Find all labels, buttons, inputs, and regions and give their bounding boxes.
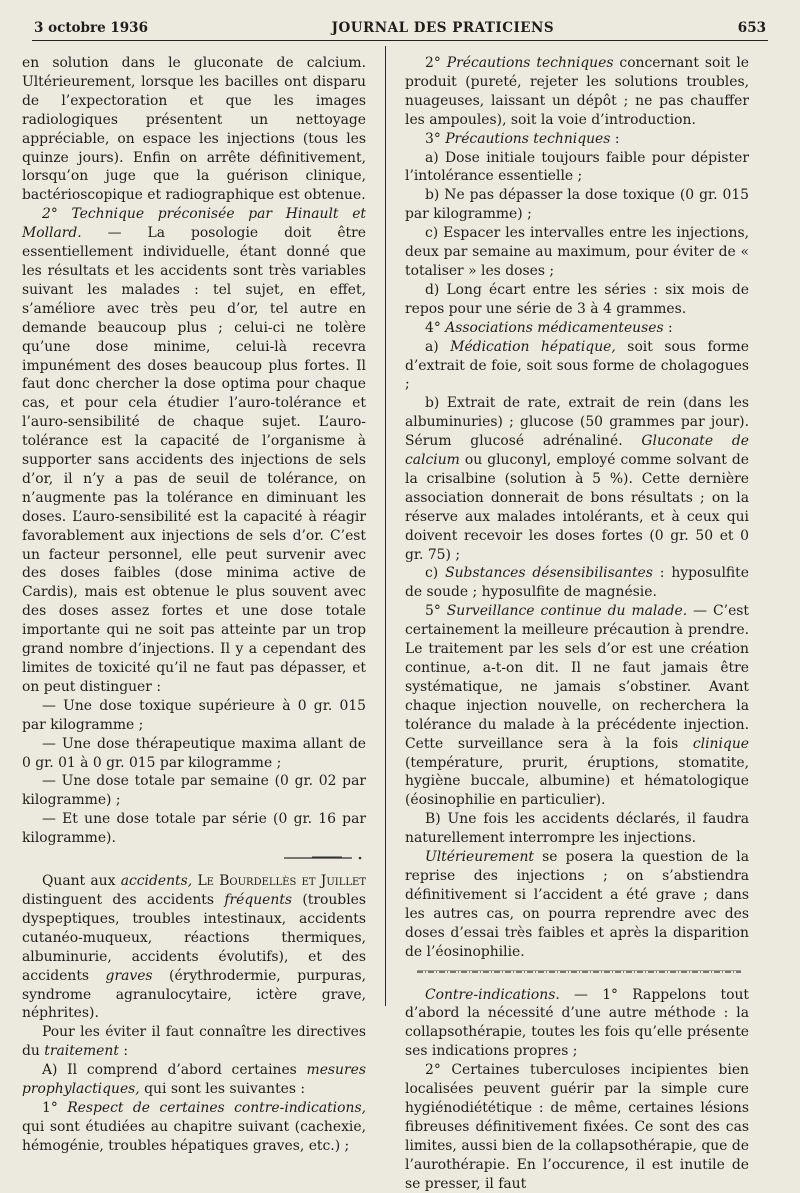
- contre-indications-heading: Contre-indications.: [425, 986, 560, 1003]
- technique-heading: 2° Technique préconisée par Hinault et Mollard.: [22, 206, 366, 242]
- surveillance-number: 5°: [425, 603, 447, 620]
- dose-therapeutique: — Une dose thérapeutique maxima allant de 0 gr. 01 à 0 gr. 015 par kilogramme ;: [22, 735, 366, 771]
- paragraph-ulterieurement: [405, 848, 749, 961]
- surveillance-heading: Surveillance continue du malade.: [446, 603, 688, 620]
- precautions3-heading: Précautions techniques: [445, 130, 611, 147]
- accidents-intro: Quant aux: [42, 873, 121, 890]
- medication-label: a): [425, 338, 451, 355]
- respect-number: 1°: [42, 1099, 68, 1116]
- paragraph-eviter: [22, 1023, 366, 1061]
- paragraph-precautions-2: [405, 54, 749, 130]
- paragraph-gluconate: en solution dans le gluconate de calcium. Ultérieurement, lorsque les bacilles ont disparu de l’expectoration et que les images radiologiques présentent un nettoyage appréciable, on espace les injections (tous les quinze jours). Enfin on arrête définitivement, lorsqu’on juge que la guérison clinique, bactérioscopique et radiographique est obtenue.: [22, 55, 366, 204]
- substances-heading: Substances désensibilisantes: [445, 565, 653, 582]
- surveillance-text-2: (température, prurit, éruptions, stomatite, hygiène buccale, albumine) et hématologique (éosinophilie en particulier).: [405, 754, 749, 809]
- paragraph-respect: [22, 1099, 366, 1156]
- precautions-text: concernant soit le produit (pureté, rejeter les solutions troubles, nuageuses, laissant un dépôt ; ne pas chauffer les ampoules), soit la voie d’introduction.: [405, 55, 749, 128]
- paragraph-accidents: [22, 872, 366, 1023]
- respect-heading: Respect de certaines contre-indications,: [67, 1099, 366, 1116]
- page-number: 653: [737, 20, 766, 36]
- gluconate-text: ou gluconyl, employé comme solvant de la crisalbine (solution à 5 %). Cette dernière association donnerait de bons résultats ; on la réserve aux malades intolérants, et à ceux qui doivent recevoir les doses fortes (0 gr. 50 et 0 gr. 75) ;: [405, 452, 749, 563]
- paragraph-b-accidents: B) Une fois les accidents déclarés, il faudra naturellement interrompre les injections.: [405, 811, 749, 847]
- item-d-long-ecart: d) Long écart entre les séries : six mois de repos pour une série de 3 à 4 grammes.: [405, 281, 749, 317]
- eviter-traitement: traitement: [44, 1043, 119, 1060]
- author-names: Le Bourdellès et Juillet: [192, 873, 366, 890]
- associations-end: :: [663, 319, 673, 336]
- associations-number: 4°: [425, 319, 446, 336]
- surveillance-clinique: clinique: [692, 735, 749, 752]
- dose-semaine: — Une dose totale par semaine (0 gr. 02 par kilogramme) ;: [22, 773, 366, 809]
- journal-title: JOURNAL DES PRATICIENS: [331, 20, 555, 36]
- substances-text: : hyposulfite de soude ; hyposulfite de magnésie.: [405, 565, 749, 601]
- medication-heading: Médication hépatique,: [450, 338, 616, 355]
- precautions-number: 2°: [425, 55, 447, 71]
- right-column: [405, 54, 749, 1193]
- paragraph-surveillance: [405, 602, 749, 810]
- dose-toxique: — Une dose toxique supérieure à 0 gr. 015 par kilogramme ;: [22, 697, 366, 733]
- ulterieurement-text: se posera la question de la reprise des injections ; on s’abstiendra définitivement si l’accident a été grave ; dans les autres cas, on pourra reprendre avec des doses d’essai très faibles et après la disparition de l’éosinophilie.: [405, 849, 749, 960]
- accidents-graves: graves: [105, 967, 153, 984]
- item-substances: [405, 564, 749, 602]
- substances-label: c): [425, 565, 446, 582]
- paragraph-mesures: [22, 1061, 366, 1099]
- dose-serie: — Et une dose totale par série (0 gr. 16 par kilogramme).: [22, 811, 366, 847]
- item-c-intervalles: c) Espacer les intervalles entre les injections, deux par semaine au maximum, pour éviter de « totaliser » les doses ;: [405, 225, 749, 279]
- ulterieurement-word: Ultérieurement: [425, 849, 534, 866]
- paragraph-contre-indications: [405, 986, 749, 1062]
- header-rule: [32, 40, 768, 41]
- section-separator: [22, 854, 366, 862]
- paragraph-technique: [22, 205, 366, 697]
- accidents-word: accidents,: [120, 873, 193, 890]
- accidents-text-2: (troubles dyspeptiques, troubles intestinaux, accidents cutanéo-muqueux, réactions thermiques, albuminurie, accidents évolutifs), et des accidents: [22, 891, 366, 984]
- item-extrait-rate: [405, 394, 749, 564]
- extrait-text: b) Extrait de rate, extrait de rein (dans les albuminuries) ; glucose (50 grammes par jour). Sérum glucosé adrénaliné.: [405, 395, 749, 450]
- item-medication-hepatique: [405, 338, 749, 395]
- item-b-dose-toxique: b) Ne pas dépasser la dose toxique (0 gr. 015 par kilogramme) ;: [405, 187, 749, 223]
- section-separator-right: [405, 968, 749, 976]
- contre-indications-text: — 1° Rappelons tout d’abord la nécessité d’une autre méthode : la collapsothérapie, toutes les fois qu’elle présente ses indications propres ;: [405, 986, 749, 1060]
- eviter-end: :: [118, 1043, 129, 1060]
- mesures-end: qui sont les suivantes :: [139, 1081, 306, 1098]
- eviter-text: Pour les éviter il faut connaître les directives du: [22, 1024, 366, 1060]
- technique-text: — La posologie doit être essentiellement individuelle, étant donné que les résultats et les accidents sont très variables suivant les malades : tel sujet, en effet, s’améliore avec très peu d’or, tel autre en demande beaucoup plus ; celui-ci ne tolère qu’une dose minime, celui-là recevra impunément des doses beaucoup plus fortes. Il faut donc chercher la dose optima pour chaque cas, et pour cela étudier l’auro-tolérance et l’auro-sensibilité de chaque sujet. L’auro-tolérance est la capacité de l’organisme à supporter sans accidents des injections de sels d’or, il n’y a pas de seuil de tolérance, on n’augmente pas la tolérance en diminuant les doses. L’auro-sensibilité est la capacité à réagir favorablement aux injections de sels d’or. C’est un facteur personnel, elle peut survenir avec des doses faibles (dose minima active de Cardis), mais est obtenue le plus souvent avec des doses assez fortes et une dose totale importante qui ne soit pas atteinte par un trop grand nombre d’injections. Il y a cependant des limites de toxicité qu’il ne faut pas dépasser, et on peut distinguer :: [22, 225, 366, 695]
- medication-text: soit sous forme d’extrait de foie, soit sous forme de cholagogues ;: [405, 338, 749, 393]
- running-header: [34, 16, 766, 40]
- left-column: [22, 54, 366, 1156]
- precautions3-number: 3°: [425, 130, 446, 147]
- mesures-text: A) Il comprend d’abord certaines: [42, 1062, 307, 1079]
- precautions3-end: :: [610, 130, 620, 147]
- column-divider: [385, 46, 386, 1006]
- paragraph-precautions-3: [405, 130, 749, 149]
- associations-heading: Associations médicamenteuses: [445, 319, 664, 336]
- surveillance-text: — C’est certainement la meilleure précaution à prendre. Le traitement par les sels d’or est une création continue, a-t-on dit. Il ne faut jamais être systématique, ne jamais s’obstiner. Avant chaque injection nouvelle, on recherchera la tolérance du malade à la précédente injection. Cette surveillance sera à la fois: [405, 603, 749, 752]
- accidents-text-3: (érythrodermie, purpuras, syndrome agranulocytaire, ictère grave, néphrites).: [22, 967, 366, 1022]
- item-a-dose-initiale: a) Dose initiale toujours faible pour dépister l’intolérance essentielle ;: [405, 149, 749, 185]
- paragraph-associations: [405, 319, 749, 338]
- issue-date: 3 octobre 1936: [34, 20, 148, 36]
- gluconate-heading: Gluconate de calcium: [405, 433, 749, 469]
- mesures-prophylactiques: mesures prophylactiques,: [22, 1062, 366, 1098]
- respect-text: qui sont étudiées au chapitre suivant (cachexie, hémogénie, troubles hépatiques graves, etc.) ;: [22, 1118, 366, 1154]
- accidents-text: distinguent des accidents: [22, 891, 225, 908]
- paragraph-tuberculoses: 2° Certaines tuberculoses incipientes bien localisées peuvent guérir par la simple cure hygiénodiététique : de même, certaines lésions fibreuses définitivement fixées. Ce sont des cas limites, aussi bien de la collapsothérapie, que de l’aurothérapie. En l’occurence, il est inutile de se presser, il faut: [405, 1062, 749, 1192]
- accidents-frequents: fréquents: [224, 891, 293, 908]
- precautions-heading: Précautions techniques: [446, 55, 614, 71]
